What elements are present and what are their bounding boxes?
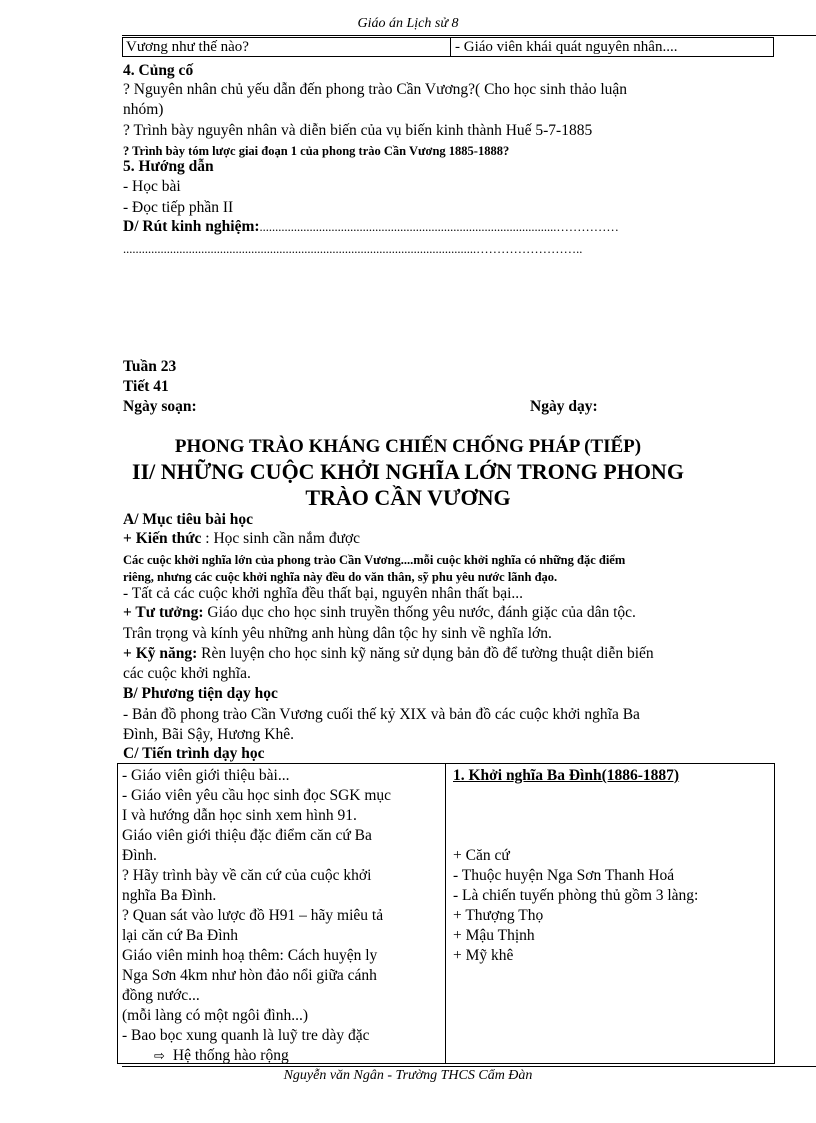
top-table-left-cell: Vương như thế nào?: [126, 39, 249, 55]
page-footer: Nguyễn văn Ngân - Trường THCS Cẩm Đàn: [283, 1068, 533, 1083]
knowledge-label: + Kiến thức: [123, 530, 202, 547]
content-line: - Thuộc huyện Nga Sơn Thanh Hoá: [453, 867, 675, 884]
section-title-line-2: TRÀO CẦN VƯƠNG: [305, 485, 511, 510]
skill-line-2: các cuộc khởi nghĩa.: [123, 665, 251, 682]
teacher-line: Đình.: [122, 847, 157, 864]
skill-text: Rèn luyện cho học sinh kỹ năng sử dụng bản đồ để tường thuật diễn biến: [197, 645, 654, 662]
footer-rule: [122, 1066, 816, 1067]
knowledge-text: : Học sinh cần nắm được: [201, 530, 361, 547]
content-line: + Mậu Thịnh: [453, 927, 535, 944]
teacher-line: Nga Sơn 4km như hòn đảo nổi giữa cánh: [122, 967, 377, 984]
teacher-line: - Bao bọc xung quanh là luỹ tre dày đặc: [122, 1027, 370, 1044]
section-heading-phuong-tien: B/ Phương tiện dạy học: [123, 685, 278, 702]
skill-label: + Kỹ năng:: [123, 645, 198, 662]
lesson-table: [117, 763, 775, 1064]
question-2: ? Trình bày nguyên nhân và diễn biến của vụ biến kinh thành Huế 5-7-1885: [123, 122, 593, 139]
teacher-line-arrow: [122, 1046, 391, 1067]
attitude-label: + Tư tưởng:: [123, 604, 204, 621]
top-table-right-cell: - Giáo viên khái quát nguyên nhân....: [455, 39, 678, 55]
page-title: PHONG TRÀO KHÁNG CHIẾN CHỐNG PHÁP (TIẾP): [174, 436, 642, 457]
teacher-line: - Giáo viên yêu cầu học sinh đọc SGK mục: [122, 787, 392, 804]
section-heading-tien-trinh: C/ Tiến trình dạy học: [123, 745, 265, 762]
materials-line-1: - Bản đồ phong trào Cần Vương cuối thế kỷ XIX và bản đồ các cuộc khởi nghĩa Ba: [123, 706, 640, 723]
attitude-text: Giáo dục cho học sinh truyền thống yêu nước, đánh giặc của dân tộc.: [203, 604, 636, 621]
teacher-line: Giáo viên giới thiệu đặc điểm căn cứ Ba: [122, 827, 372, 844]
question-1: ? Nguyên nhân chủ yếu dẫn đến phong trào Cần Vương?( Cho học sinh thảo luận: [123, 81, 628, 98]
content-line: + Thượng Thọ: [453, 907, 544, 924]
teacher-line: - Giáo viên giới thiệu bài...: [122, 767, 290, 784]
teach-date-label: Ngày dạy:: [530, 398, 598, 415]
top-table: [122, 37, 774, 57]
section-heading-cung-co: 4. Củng cố: [123, 62, 194, 79]
prep-date-label: Ngày soạn:: [123, 398, 197, 415]
knowledge-bold-1: Các cuộc khởi nghĩa lớn của phong trào Cần Vương....mỗi cuộc khởi nghĩa có những đặc điểm: [123, 553, 626, 567]
content-line: + Căn cứ: [453, 847, 510, 864]
knowledge-line-3: - Tất cả các cuộc khởi nghĩa đều thất bại, nguyên nhân thất bại...: [123, 585, 524, 602]
teacher-line: nghĩa Ba Đình.: [122, 887, 217, 904]
teacher-line: Giáo viên minh hoạ thêm: Cách huyện ly: [122, 947, 378, 964]
teacher-line: (mỗi làng có một ngôi đình...): [122, 1007, 308, 1024]
guide-item-2: - Đọc tiếp phần II: [123, 199, 234, 216]
content-line: - Là chiến tuyến phòng thủ gồm 3 làng:: [453, 887, 699, 904]
page-header: Giáo án Lịch sử 8: [357, 16, 459, 31]
teacher-line: ? Hãy trình bày về căn cứ của cuộc khởi: [122, 867, 372, 884]
guide-item-1: - Học bài: [123, 178, 181, 195]
question-1-cont: nhóm): [123, 101, 164, 118]
teacher-activity: [122, 766, 391, 1067]
teacher-line: lại căn cứ Ba Đình: [122, 927, 239, 944]
week-label: Tuần 23: [123, 358, 177, 375]
content-line: + Mỹ khê: [453, 947, 514, 964]
attitude-line-2: Trân trọng và kính yêu những anh hùng dân tộc hy sinh về nghĩa lớn.: [123, 625, 552, 642]
teacher-line: I và hướng dẫn học sinh xem hình 91.: [122, 807, 357, 824]
lesson-number: Tiết 41: [123, 378, 169, 395]
teacher-line: Hệ thống hào rộng: [172, 1047, 289, 1064]
content-column: [453, 766, 679, 786]
knowledge-line: [123, 529, 360, 549]
content-list: [453, 846, 698, 966]
teacher-line: ? Quan sát vào lược đồ H91 – hãy miêu tả: [122, 907, 384, 924]
question-3: ? Trình bày tóm lược giai đoạn 1 của phong trào Cần Vương 1885-1888?: [123, 144, 510, 158]
right-arrow-icon: ⇨: [154, 1049, 165, 1064]
experience-label: D/ Rút kinh nghiệm:: [123, 218, 260, 235]
skill-line: [123, 644, 654, 664]
section-title-line-1: II/ NHỮNG CUỘC KHỞI NGHĨA LỚN TRONG PHONG: [132, 459, 684, 484]
content-heading: 1. Khởi nghĩa Ba Đình(1886-1887): [453, 767, 680, 784]
header-rule: [122, 35, 816, 36]
table-divider: [445, 764, 446, 1063]
experience-dots-2: .................................................................................................................……………………..: [123, 242, 583, 256]
teacher-line: đồng nước...: [122, 987, 200, 1004]
section-heading-muc-tieu: A/ Mục tiêu bài học: [123, 511, 254, 528]
materials-line-2: Đình, Bãi Sậy, Hương Khê.: [123, 726, 295, 743]
section-heading-huong-dan: 5. Hướng dẫn: [123, 158, 214, 175]
attitude-line: [123, 603, 636, 623]
knowledge-bold-2: riêng, nhưng các cuộc khởi nghĩa này đều do văn thân, sỹ phu yêu nước lãnh đạo.: [123, 570, 558, 584]
table-divider: [450, 38, 451, 56]
experience-line: [123, 217, 693, 237]
experience-dots-1: ...............................................................................................……………: [259, 220, 619, 234]
